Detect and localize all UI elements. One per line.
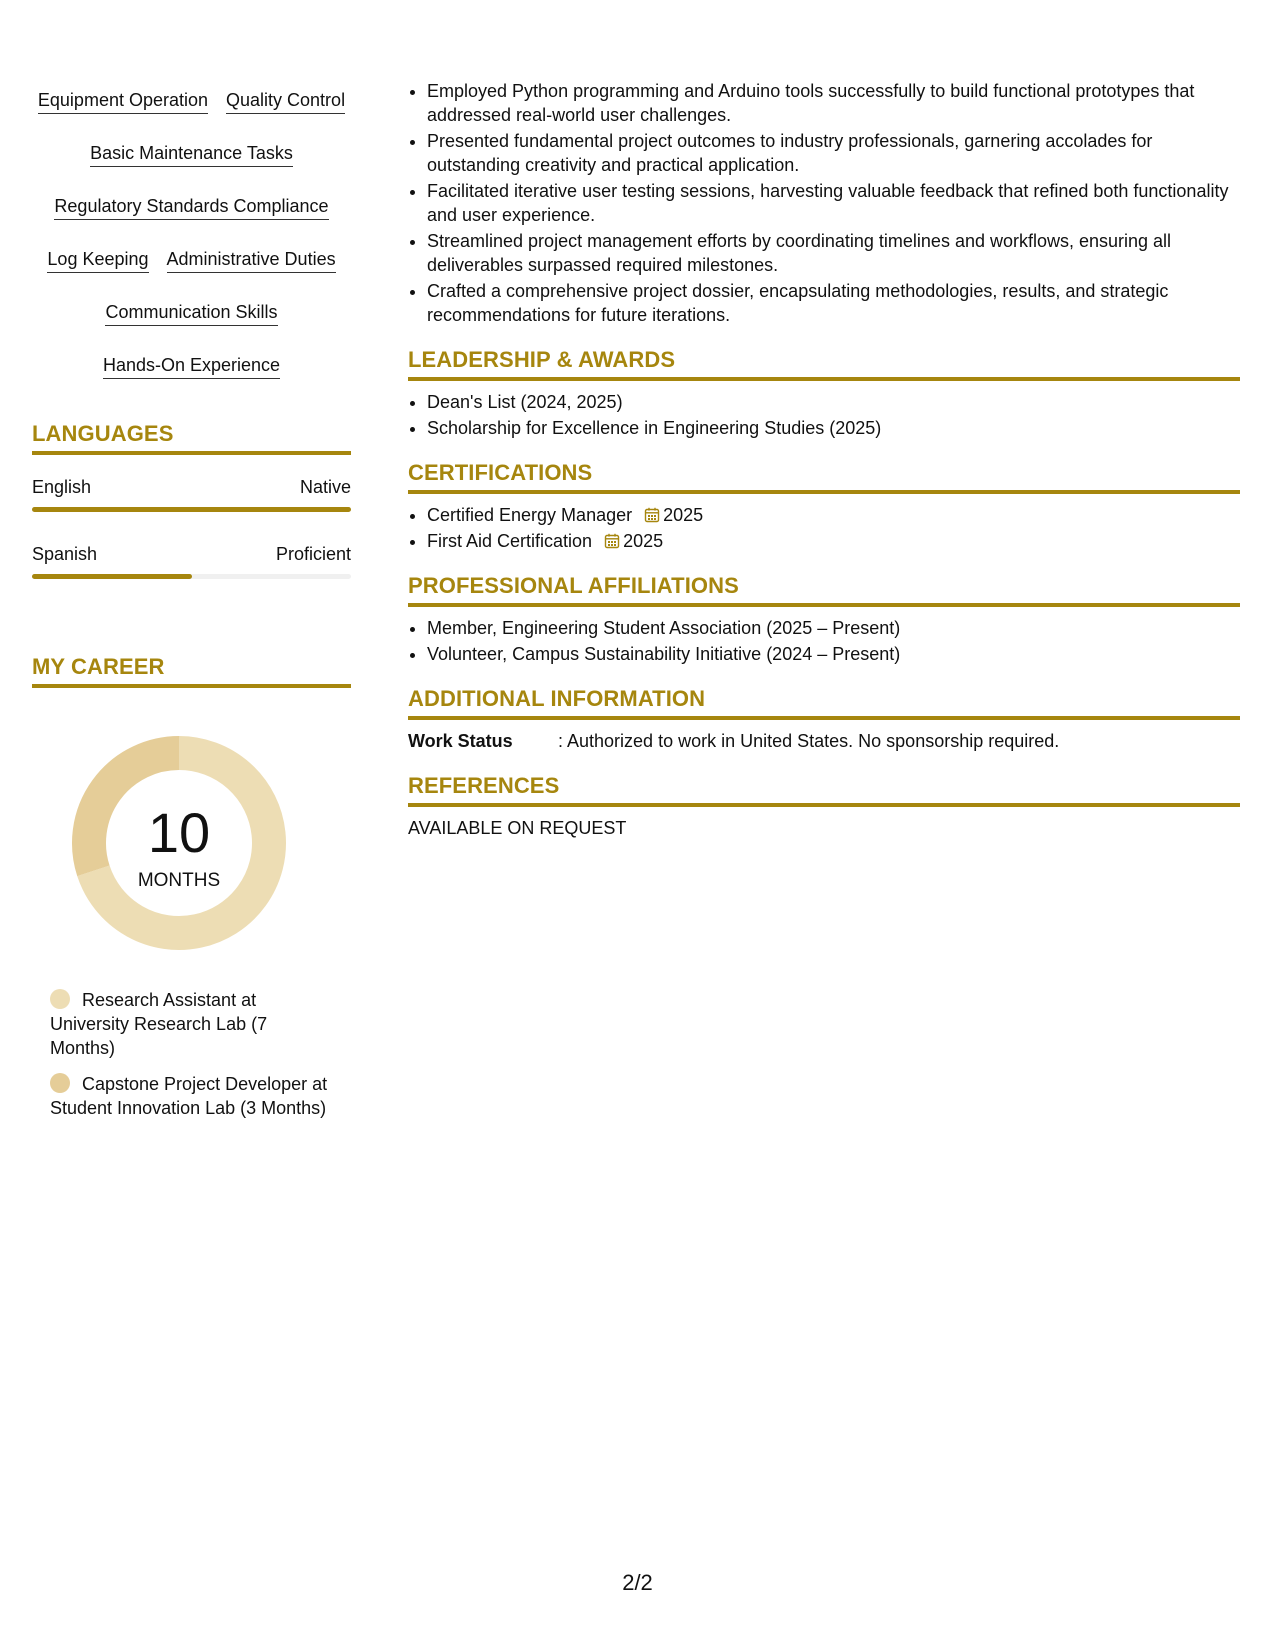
certification-year: 2025 (623, 531, 664, 551)
certification-item (427, 529, 1240, 553)
additional-info-heading: ADDITIONAL INFORMATION (408, 685, 1240, 720)
bullet-item: • Employed Python programming and Arduino tools successfully to build functional prototypes that addressed real-world user challenges. (427, 79, 1240, 127)
certification-name: First Aid Certification (427, 531, 593, 551)
certification-item (427, 503, 1240, 527)
certifications-section (408, 459, 1240, 553)
affiliations-section (408, 572, 1240, 666)
language-level: Native (299, 477, 351, 497)
right-column (408, 79, 1240, 840)
career-total-number: 10 (147, 801, 211, 864)
language-item (32, 543, 351, 579)
bullet-item: • Crafted a comprehensive project dossier, encapsulating methodologies, results, and strategic recommendations for future iterations. (427, 279, 1240, 327)
certification-name: Certified Energy Manager (427, 505, 633, 525)
legend-label: Capstone Project Developer at Student Innovation Lab (3 Months) (50, 1074, 328, 1118)
page-number: 2/2 (622, 1570, 653, 1595)
language-proficiency-fill (32, 574, 192, 579)
skill-tag: Basic Maintenance Tasks (90, 142, 293, 167)
work-status-value: : Authorized to work in United States. No sponsorship required. (558, 731, 1060, 751)
references-text: AVAILABLE ON REQUEST (408, 818, 627, 838)
skill-tag: Regulatory Standards Compliance (54, 195, 328, 220)
skill-tag: Log Keeping (47, 248, 148, 273)
language-proficiency-fill (32, 507, 351, 512)
additional-info-section (408, 685, 1240, 753)
legend-swatch (50, 1073, 70, 1093)
career-heading: MY CAREER (32, 653, 351, 688)
work-status-row (408, 729, 1240, 753)
leadership-section (408, 346, 1240, 440)
career-legend (50, 988, 330, 1120)
language-level: Proficient (275, 544, 351, 564)
certifications-heading: CERTIFICATIONS (408, 459, 1240, 494)
language-name: English (32, 477, 92, 497)
skills-list (32, 80, 351, 398)
affiliations-heading: PROFESSIONAL AFFILIATIONS (408, 572, 1240, 607)
award-item: • Dean's List (2024, 2025) (427, 390, 1240, 414)
affiliation-item: • Member, Engineering Student Association (2025 – Present) (427, 616, 1240, 640)
career-section (32, 653, 351, 1120)
language-name: Spanish (32, 544, 98, 564)
references-section (408, 772, 1240, 840)
language-proficiency-bar (32, 574, 351, 579)
left-column (32, 80, 351, 1132)
legend-item (50, 988, 330, 1060)
legend-swatch (50, 989, 70, 1009)
career-total-unit: MONTHS (137, 870, 221, 891)
bullet-item: • Facilitated iterative user testing sessions, harvesting valuable feedback that refined both functionality and user experience. (427, 179, 1240, 227)
calendar-icon (604, 533, 620, 549)
affiliation-item: • Volunteer, Campus Sustainability Initiative (2024 – Present) (427, 642, 1240, 666)
languages-heading: LANGUAGES (32, 420, 351, 455)
legend-item (50, 1072, 330, 1120)
certification-year: 2025 (663, 505, 704, 525)
skill-tag: Communication Skills (105, 301, 277, 326)
skill-tag: Equipment Operation (38, 89, 208, 114)
skill-tag: Quality Control (226, 89, 345, 114)
award-item: • Scholarship for Excellence in Engineering Studies (2025) (427, 416, 1240, 440)
skill-tag: Administrative Duties (167, 248, 336, 273)
legend-label: Research Assistant at University Research Lab (7 Months) (50, 990, 268, 1058)
leadership-heading: LEADERSHIP & AWARDS (408, 346, 1240, 381)
references-heading: REFERENCES (408, 772, 1240, 807)
work-status-label: Work Status (408, 731, 513, 751)
language-item (32, 476, 351, 512)
languages-section (32, 420, 351, 579)
language-proficiency-bar (32, 507, 351, 512)
bullet-item: • Streamlined project management efforts by coordinating timelines and workflows, ensuring all deliverables surpassed required milestones. (427, 229, 1240, 277)
bullet-item: • Presented fundamental project outcomes to industry professionals, garnering accolades for outstanding creativity and practical application. (427, 129, 1240, 177)
skill-tag: Hands-On Experience (103, 354, 280, 379)
calendar-icon (644, 507, 660, 523)
career-donut-chart (66, 730, 292, 956)
experience-bullets (408, 79, 1240, 327)
